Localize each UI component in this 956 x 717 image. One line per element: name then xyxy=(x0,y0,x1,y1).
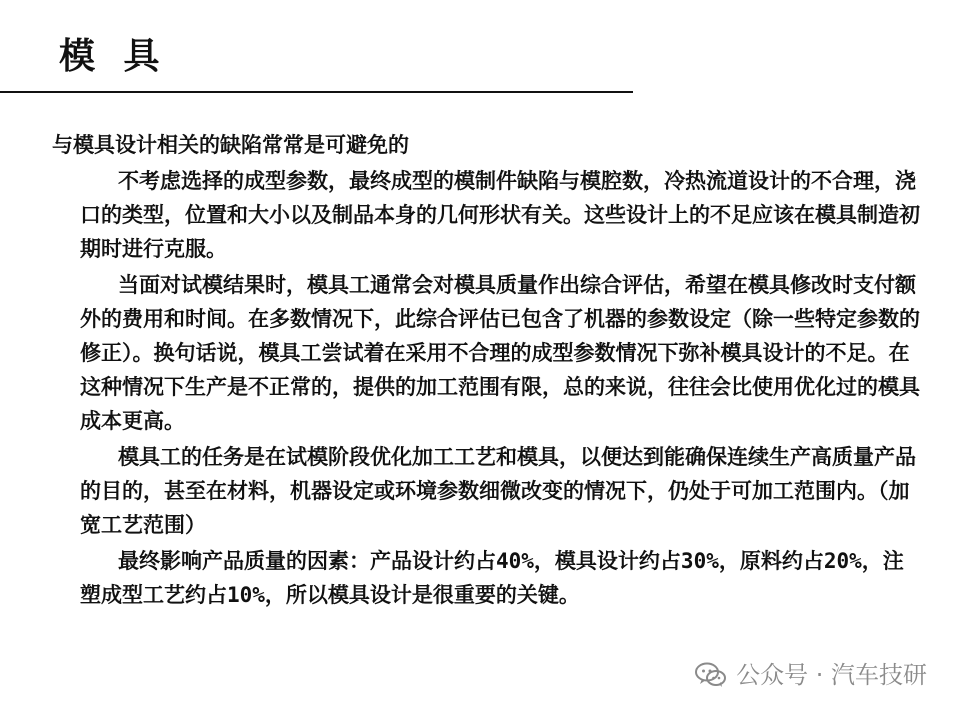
lead-statement: 与模具设计相关的缺陷常常是可避免的 xyxy=(52,133,409,157)
document-body xyxy=(52,128,922,614)
paragraph-1: 不考虑选择的成型参数，最终成型的模制件缺陷与模腔数，冷热流道设计的不合理，浇口的类型，位置和大小以及制品本身的几何形状有关。这些设计上的不足应该在模具制造初期时进行克服。 xyxy=(80,169,920,261)
watermark xyxy=(694,661,927,689)
paragraph-3: 模具工的任务是在试模阶段优化加工工艺和模具，以便达到能确保连续生产高质量产品的目的，甚至在材料，机器设定或环境参数细微改变的情况下，仍处于可加工范围内。（加宽工艺范围） xyxy=(80,445,916,537)
wechat-icon xyxy=(694,661,728,689)
page-title: 模 具 xyxy=(59,36,168,77)
paragraph-4: 最终影响产品质量的因素：产品设计约占40%，模具设计约占30%，原料约占20%，注塑成型工艺约占10%，所以模具设计是很重要的关键。 xyxy=(80,549,904,607)
paragraph-2: 当面对试模结果时，模具工通常会对模具质量作出综合评估，希望在模具修改时支付额外的费用和时间。在多数情况下，此综合评估已包含了机器的参数设定（除一些特定参数的修正）。换句话说，模具工尝试着在采用不合理的成型参数情况下弥补模具设计的不足。在这种情况下生产是不正常的，提供的加工范围有限，总的来说，往往会比使用优化过的模具成本更高。 xyxy=(80,273,920,433)
title-divider xyxy=(0,91,633,93)
watermark-text: 公众号 · 汽车技研 xyxy=(736,661,927,689)
